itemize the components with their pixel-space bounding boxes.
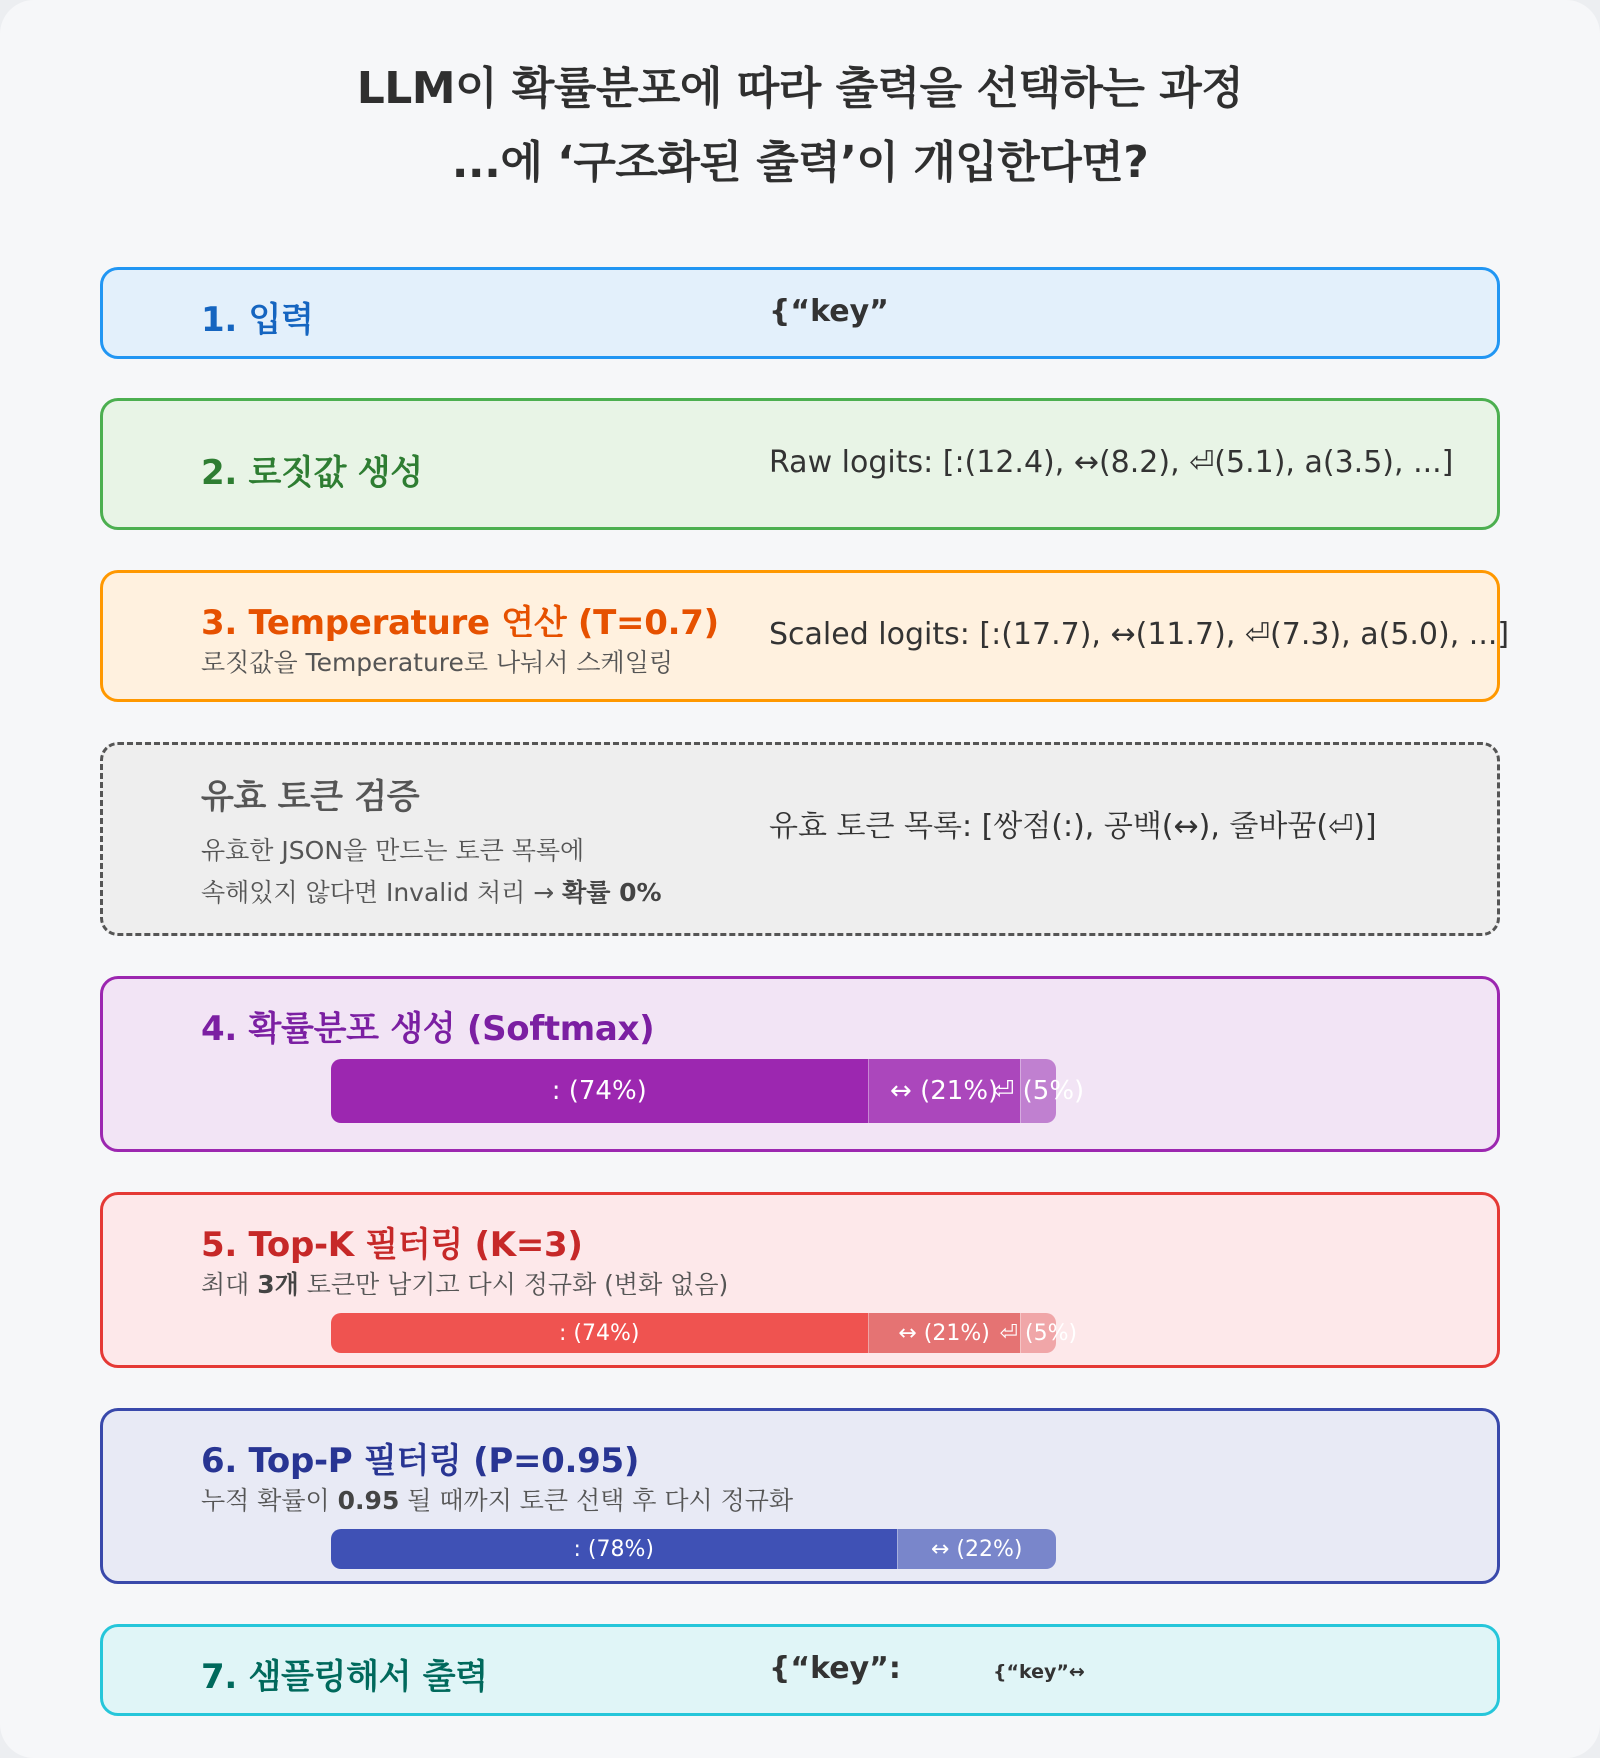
topk-bar-label-3: ⏎ (5%) (999, 1320, 1078, 1346)
topp-bar-label-1: : (78%) (573, 1536, 654, 1562)
stage-validation-zero-prob: 확률 0% (562, 878, 662, 907)
stage-validation (100, 742, 1500, 936)
stage-topp-sub-bold: 0.95 (337, 1486, 400, 1515)
topk-bar-label-2: ↔ (21%) (898, 1320, 990, 1346)
stage-logits-label: 2. 로짓값 생성 (201, 453, 423, 493)
softmax-bar-3 (992, 1059, 1085, 1123)
stage-logits (100, 398, 1500, 530)
stage-topp-sub (201, 1481, 793, 1517)
topp-bars (331, 1529, 1056, 1569)
stage-topk (100, 1192, 1500, 1368)
topk-bars (331, 1313, 1078, 1353)
topp-bar-label-2: ↔ (22%) (931, 1536, 1023, 1562)
stage-logits-value: Raw logits: [:(12.4), ↔(8.2), ⏎(5.1), a(3.5), ...] (769, 445, 1454, 480)
softmax-bars (331, 1059, 1085, 1123)
stage-validation-value: 유효 토큰 목록: [쌍점(:), 공백(↔), 줄바꿈(⏎)] (769, 809, 1377, 844)
stage-topk-label: 5. Top-K 필터링 (K=3) (201, 1225, 583, 1265)
stage-temperature-label: 3. Temperature 연산 (T=0.7) (201, 603, 719, 643)
stage-topp-sub-suffix: 될 때까지 토큰 선택 후 다시 정규화 (399, 1486, 794, 1515)
stage-validation-sub-1: 유효한 JSON을 만드는 토큰 목록에 (201, 836, 585, 865)
topk-bar-1 (331, 1313, 868, 1353)
softmax-bar-label-3: ⏎ (5%) (992, 1076, 1085, 1106)
diagram-title (0, 52, 1600, 200)
topp-bar-2 (897, 1529, 1057, 1569)
stage-temperature-value: Scaled logits: [:(17.7), ↔(11.7), ⏎(7.3), a(5.0), ...] (769, 617, 1510, 652)
stage-sampling (100, 1624, 1500, 1716)
stage-softmax (100, 976, 1500, 1152)
title-line-1: LLM이 확률분포에 따라 출력을 선택하는 과정 (356, 63, 1244, 114)
stage-topk-sub-suffix: 토큰만 남기고 다시 정규화 (변화 없음) (298, 1270, 729, 1299)
stage-topk-sub-prefix: 최대 (201, 1270, 258, 1299)
stage-topk-sub-bold: 3개 (257, 1270, 299, 1299)
stage-temperature (100, 570, 1510, 702)
title-line-2: ...에 ‘구조화된 출력’이 개입한다면? (451, 137, 1149, 188)
stage-topp-sub-prefix: 누적 확률이 (201, 1486, 338, 1515)
stage-validation-sub-2-text: 속해있지 않다면 Invalid 처리 → (201, 878, 563, 907)
softmax-bar-1 (331, 1059, 868, 1123)
topp-bar-1 (331, 1529, 897, 1569)
stage-softmax-label: 4. 확률분포 생성 (Softmax) (201, 1009, 655, 1049)
softmax-bar-label-1: : (74%) (551, 1076, 647, 1106)
stage-topp (100, 1408, 1500, 1584)
stage-validation-label: 유효 토큰 검증 (201, 777, 420, 817)
stage-input-value: {“key” (769, 294, 889, 329)
topk-bar-2 (868, 1313, 1020, 1353)
stage-validation-sub-2 (201, 873, 662, 909)
stage-topk-sub (201, 1265, 728, 1301)
topk-bar-label-1: : (74%) (559, 1320, 640, 1346)
stage-temperature-sub: 로짓값을 Temperature로 나눠서 스케일링 (201, 648, 674, 677)
stage-sampling-label: 7. 샘플링해서 출력 (201, 1657, 488, 1697)
stage-input-label: 1. 입력 (201, 300, 314, 340)
stage-topp-label: 6. Top-P 필터링 (P=0.95) (201, 1441, 640, 1481)
stage-sampling-value: {“key”: (769, 1651, 901, 1686)
softmax-bar-label-2: ↔ (21%) (890, 1076, 999, 1106)
topk-bar-3 (999, 1313, 1078, 1353)
stage-input (100, 267, 1500, 359)
stage-sampling-value-small: {“key”↔ (993, 1661, 1085, 1683)
